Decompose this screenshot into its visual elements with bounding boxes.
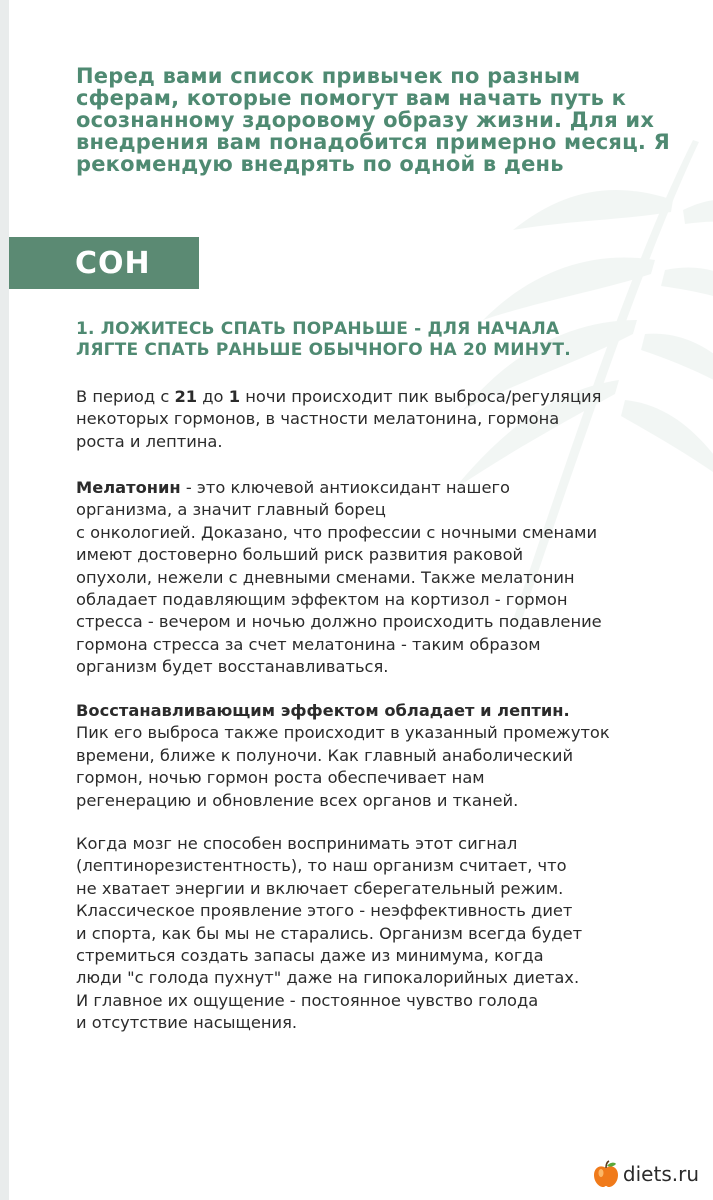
habit-heading: [76, 319, 676, 361]
section-title: СОН: [75, 245, 151, 281]
highlight-hour-start: 21: [174, 387, 198, 406]
paragraph-text: ночи происходит пик выброса/регуляция некоторых гормонов, в частности мелатонина, гормона роста и лептина.: [76, 387, 602, 451]
paragraph-melatonin: [76, 477, 676, 679]
term-leptin: Восстанавливающим эффектом обладает и лептин.: [76, 701, 570, 720]
paragraph-text: до: [197, 387, 229, 406]
paragraph-text: Пик его выброса также происходит в указанный промежуток времени, ближе к полуночи. Как главный анаболический гормон, ночью гормон роста обеспечивает нам регенерацию и обновление всех органов и тканей.: [76, 723, 610, 810]
highlight-hour-end: 1: [228, 387, 241, 406]
apple-logo-icon: [593, 1160, 619, 1188]
brand-watermark: [593, 1160, 699, 1188]
document-page: [9, 0, 713, 1200]
paragraph-hormone-peak: [76, 386, 676, 453]
brand-name: diets.ru: [622, 1162, 699, 1186]
paragraph-leptin: [76, 700, 676, 812]
habit-heading-line-2: ЛЯГТЕ СПАТЬ РАНЬШЕ ОБЫЧНОГО НА 20 МИНУТ.: [76, 340, 571, 360]
intro-text: Перед вами список привычек по разным сферам, которые помогут вам начать путь к осознанному здоровому образу жизни. Для их внедрения вам понадобится примерно месяц. Я рекомендую внедрять по одной в день: [76, 64, 670, 176]
paragraph-text: - это ключевой антиоксидант нашего организма, а значит главный борец с онкологией. Доказано, что профессии с ночными сменами имеют достоверно больший риск развития раковой опухоли, нежели с дневными сменами. Также мелатонин обладает подавляющим эффектом на кортизол - гормон стресса - вечером и ночью должно происходить подавление гормона стресса за счет мелатонина - таким образом организм будет восстанавливаться.: [76, 478, 602, 677]
paragraph-leptin-resistance: [76, 833, 676, 1035]
paragraph-text: Когда мозг не способен воспринимать этот сигнал (лептинорезистентность), то наш организм считает, что не хватает энергии и включает сберегательный режим. Классическое проявление этого - неэффективность диет и спорта, как бы мы не старались. Организм всегда будет стремиться создать запасы даже из минимума, когда люди "с голода пухнут" даже на гипокалорийных диетах. И главное их ощущение - постоянное чувство голода и отсутствие насыщения.: [76, 834, 583, 1033]
section-header-bar: [9, 237, 199, 289]
habit-heading-line-1: 1. ЛОЖИТЕСЬ СПАТЬ ПОРАНЬШЕ - ДЛЯ НАЧАЛА: [76, 319, 560, 339]
paragraph-text: В период с: [76, 387, 175, 406]
term-melatonin: Мелатонин: [76, 478, 181, 497]
